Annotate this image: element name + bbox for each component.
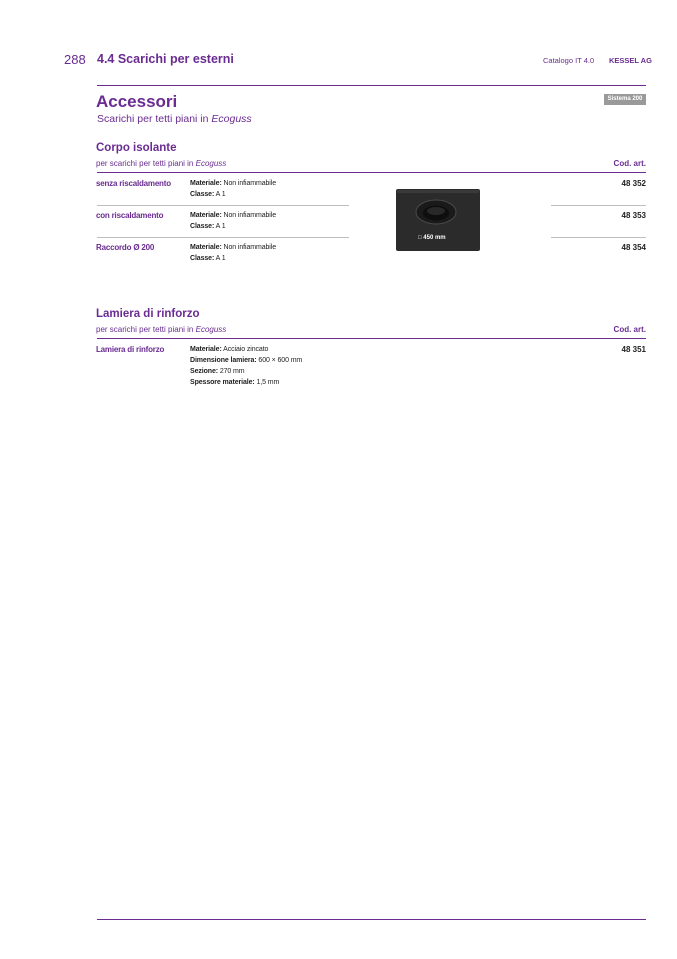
row-label-con-riscaldamento: con riscaldamento	[96, 211, 164, 220]
group-subtitle-brand: Ecoguss	[195, 325, 227, 334]
catalog-label: Catalogo IT 4.0	[543, 56, 595, 65]
system-badge: Sistema 200	[604, 94, 646, 105]
footer-divider	[97, 919, 646, 920]
row-divider	[97, 237, 349, 238]
row-label-senza-riscaldamento: senza riscaldamento	[96, 179, 171, 188]
group-divider	[97, 338, 646, 339]
page-subtitle	[97, 113, 252, 125]
spec-line: Sezione: 270 mm	[190, 368, 245, 375]
spec-line: Materiale: Non infiammabile	[190, 212, 277, 219]
article-code: 48 352	[621, 179, 646, 188]
insulation-body-icon	[396, 189, 480, 251]
row-label-lamiera-di-rinforzo: Lamiera di rinforzo	[96, 345, 165, 354]
subtitle-brand: Ecoguss	[211, 113, 252, 125]
spec-line: Dimensione lamiera: 600 × 600 mm	[190, 357, 303, 364]
dimension-label: □ 450 mm	[418, 235, 446, 241]
subtitle-text: Scarichi per tetti piani in	[97, 113, 212, 125]
code-column-header: Cod. art.	[613, 159, 646, 168]
spec-line: Materiale: Non infiammabile	[190, 244, 277, 251]
section-title: 4.4 Scarichi per esterni	[97, 52, 234, 66]
spec-line: Materiale: Non infiammabile	[190, 180, 277, 187]
row-specs	[190, 344, 302, 388]
group-subtitle-text: per scarichi per tetti piani in	[96, 325, 196, 334]
row-specs	[190, 210, 276, 232]
group-divider	[97, 172, 646, 173]
group-title-lamiera: Lamiera di rinforzo	[96, 308, 200, 320]
spec-line: Classe: A 1	[190, 191, 226, 198]
group-title-corpo-isolante: Corpo isolante	[96, 142, 177, 154]
group-subtitle-text: per scarichi per tetti piani in	[96, 159, 196, 168]
spec-line: Materiale: Acciaio zincato	[190, 346, 269, 353]
header-divider	[97, 85, 646, 86]
article-code: 48 353	[621, 211, 646, 220]
article-code: 48 351	[621, 345, 646, 354]
row-divider	[551, 205, 646, 206]
spec-line: Classe: A 1	[190, 255, 226, 262]
page-title: Accessori	[96, 92, 178, 111]
spec-line: Spessore materiale: 1,5 mm	[190, 379, 280, 386]
company-label: KESSEL AG	[609, 56, 652, 65]
row-specs	[190, 242, 276, 264]
insulation-body-image	[396, 189, 480, 251]
article-code: 48 354	[621, 243, 646, 252]
spec-line: Classe: A 1	[190, 223, 226, 230]
row-label-raccordo: Raccordo Ø 200	[96, 243, 155, 252]
group-subtitle-brand: Ecoguss	[195, 159, 227, 168]
page-number: 288	[64, 52, 86, 67]
row-specs	[190, 178, 276, 200]
group-subtitle	[96, 159, 226, 168]
code-column-header: Cod. art.	[613, 325, 646, 334]
row-divider	[97, 205, 349, 206]
group-subtitle	[96, 325, 226, 334]
row-divider	[551, 237, 646, 238]
